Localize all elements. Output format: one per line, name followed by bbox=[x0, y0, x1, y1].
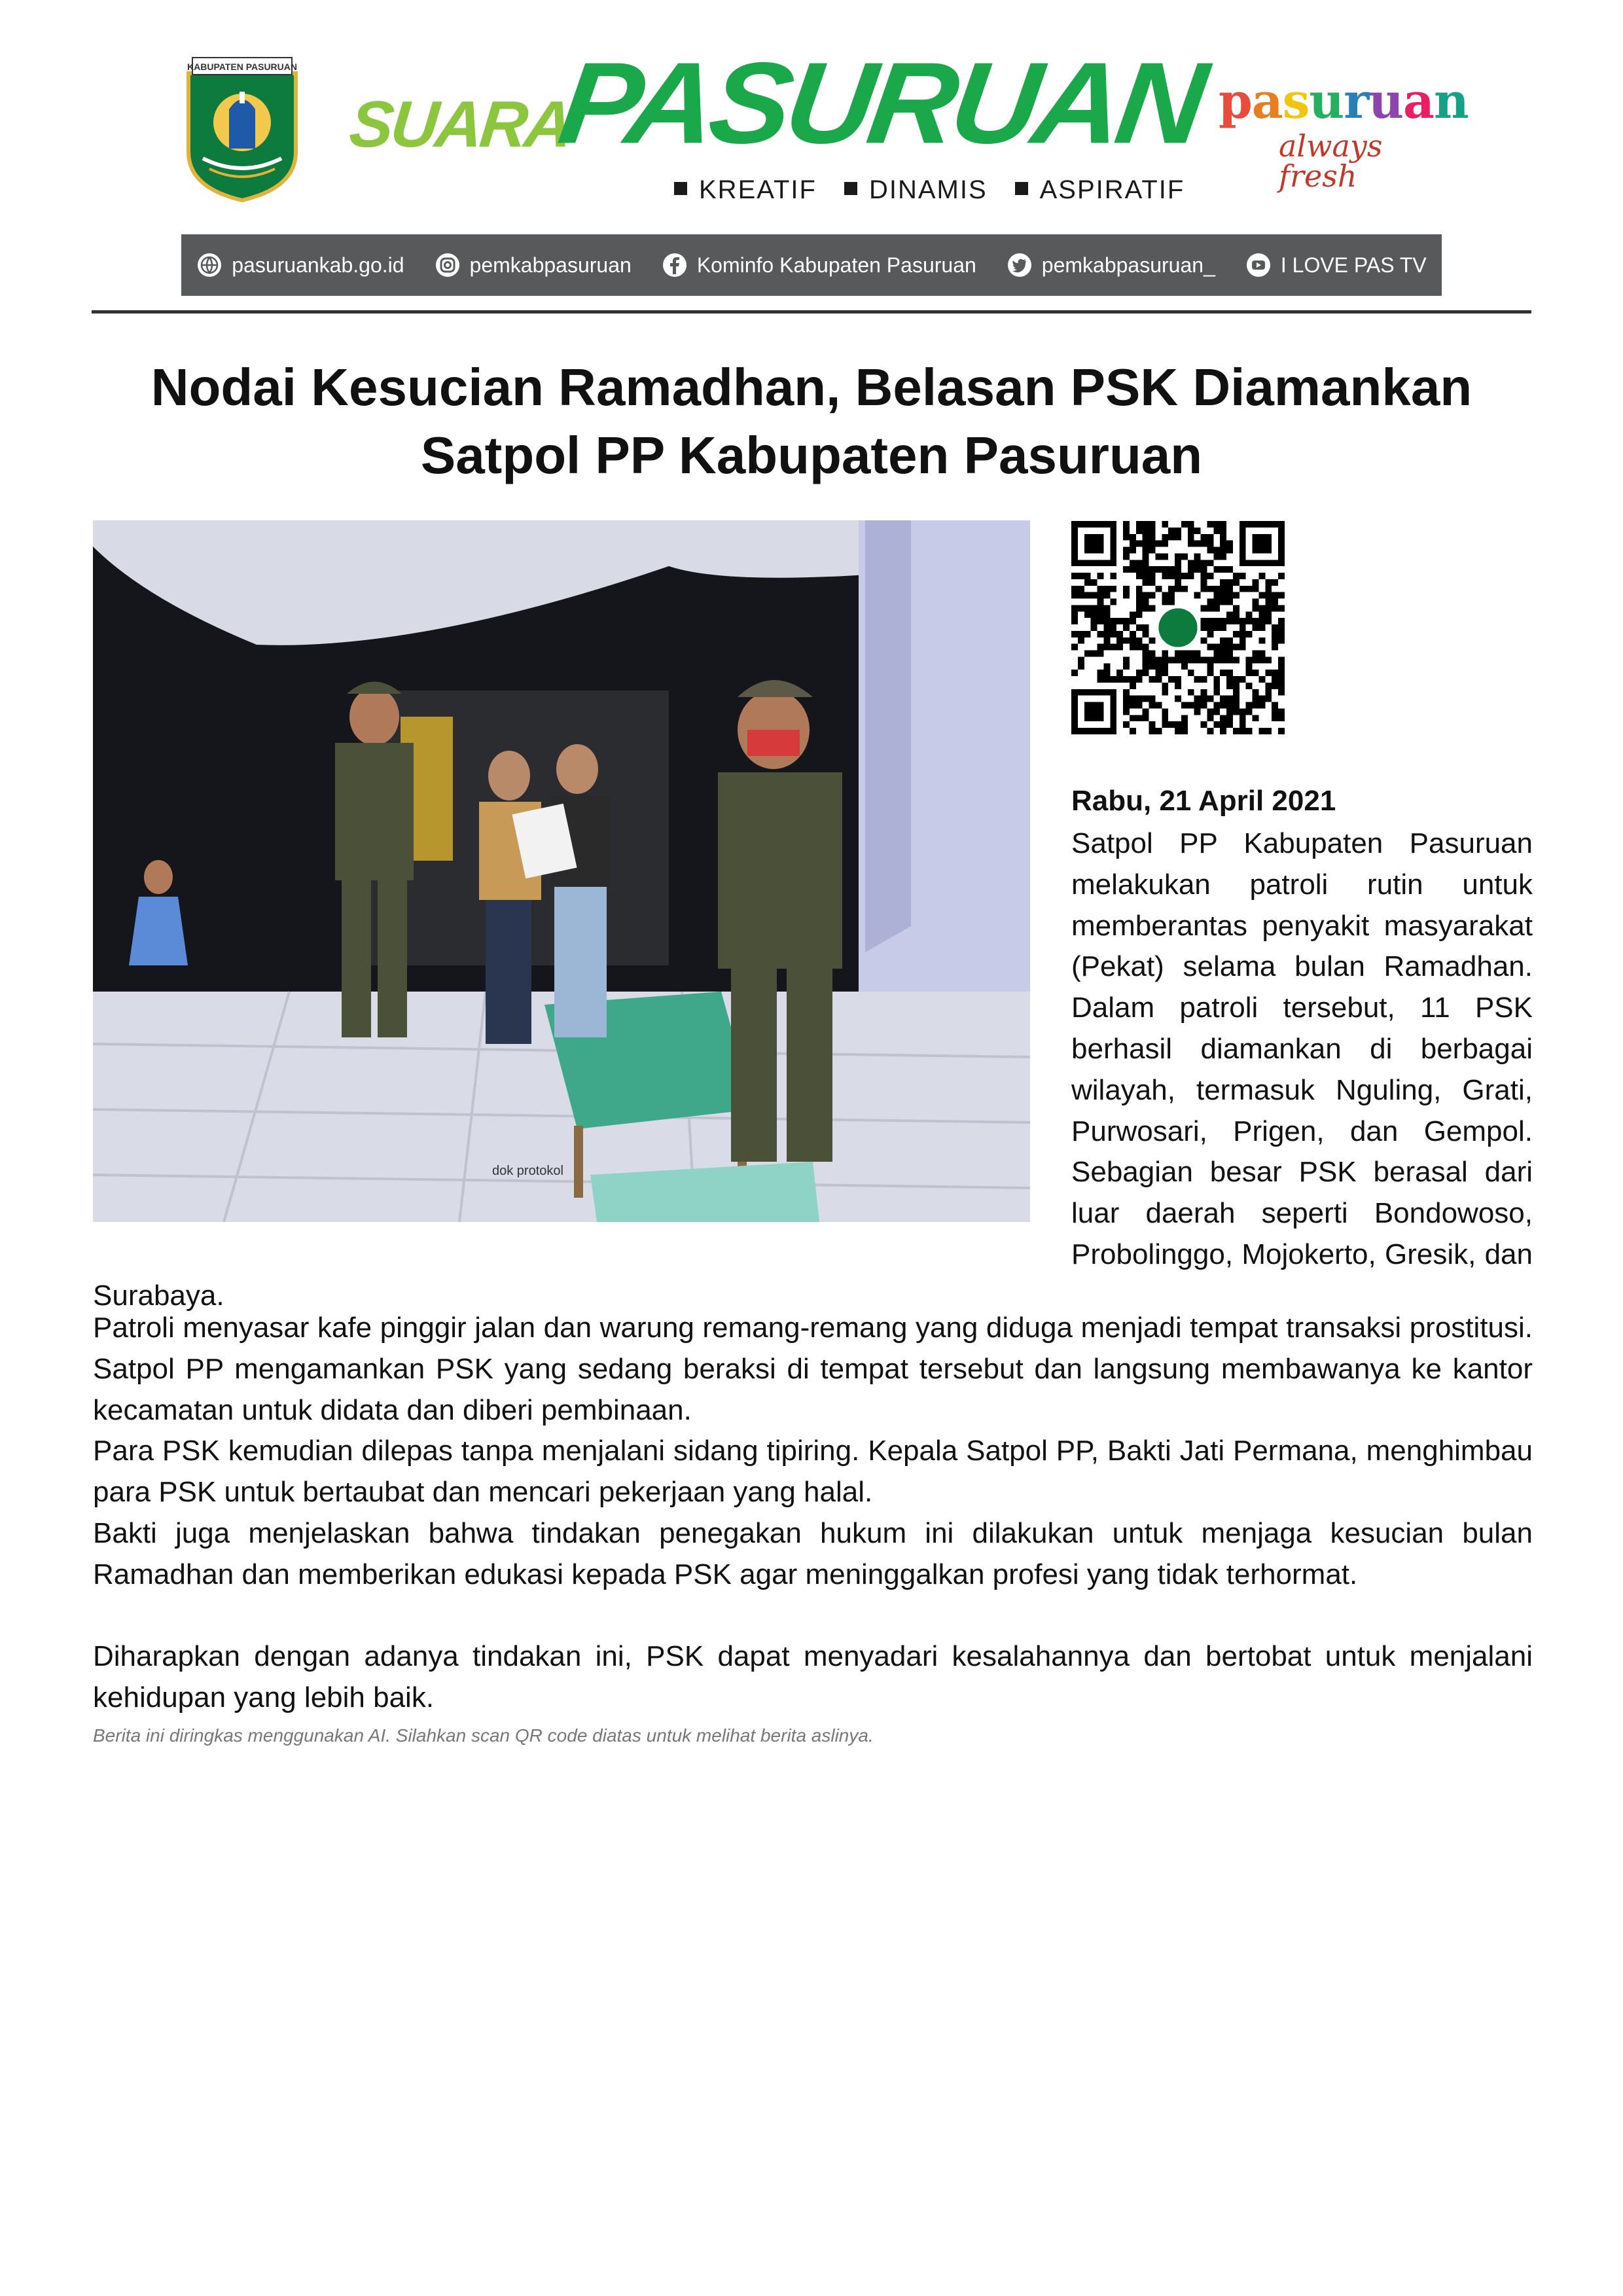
tagline-item: KREATIF bbox=[674, 175, 817, 205]
brand-word bbox=[1219, 73, 1469, 130]
brand-letter: n bbox=[1433, 73, 1469, 130]
article-paragraph-3: Para PSK kemudian dilepas tanpa menjalani sidang tipiring. Kepala Satpol PP, Bakti Jati Permana, menghimbau para PSK untuk bertaubat dan mencari pekerjaan yang halal. bbox=[93, 1435, 1533, 1508]
facebook-icon bbox=[662, 252, 688, 278]
article-paragraph-2: Patroli menyasar kafe pinggir jalan dan warung remang-remang yang diduga menjadi tempat transaksi prostitusi. Satpol PP mengamankan PSK yang sedang beraksi di tempat tersebut dan langsung membawanya ke kantor kecamatan untuk didata dan diberi pembinaan. bbox=[93, 1312, 1533, 1426]
kabupaten-pasuruan-crest-icon bbox=[183, 54, 301, 203]
ai-summary-note: Berita ini diringkas menggunakan AI. Silahkan scan QR code diatas untuk melihat berita aslinya. bbox=[93, 1725, 874, 1746]
qr-code-icon bbox=[1071, 521, 1285, 734]
twitter-icon bbox=[1007, 252, 1033, 278]
social-label: Kominfo Kabupaten Pasuruan bbox=[696, 253, 976, 277]
brand-letter: u bbox=[1309, 73, 1344, 130]
article-paragraph-4: Bakti juga menjelaskan bahwa tindakan penegakan hukum ini dilakukan untuk menjaga kesucian bulan Ramadhan dan memberikan edukasi kepada PSK agar meninggalkan profesi yang tidak terhormat. bbox=[93, 1517, 1533, 1590]
globe-icon bbox=[196, 252, 223, 278]
brand-letter: p bbox=[1219, 73, 1252, 130]
social-label: pasuruankab.go.id bbox=[232, 253, 404, 277]
paragraph-text: Satpol PP Kabupaten Pasuruan melakukan patroli rutin untuk memberantas penyakit masyarakat (Pekat) selama bulan Ramadhan. Dalam patroli tersebut, 11 PSK berhasil diamankan di berbagai wilayah, termasuk Nguling, Grati, Purwosari, Prigen, dan Gempol. Sebagian besar PSK berasal dari luar daerah seperti Bondowoso, Probolinggo, Mojokerto, Gresik, dan Surabaya. bbox=[93, 827, 1533, 1312]
photo-credit: dok protokol bbox=[492, 1164, 563, 1178]
article-paragraph-1 bbox=[93, 823, 1533, 1317]
brand-letter: a bbox=[1403, 73, 1434, 130]
social-label: pemkabpasuruan bbox=[469, 253, 632, 277]
social-twitter[interactable] bbox=[1007, 252, 1215, 278]
tagline-item: DINAMIS bbox=[844, 175, 988, 205]
brand-letter: u bbox=[1368, 73, 1403, 130]
page-title bbox=[92, 353, 1531, 490]
instagram-icon bbox=[435, 252, 461, 278]
pasuruan-always-fresh-logo bbox=[1219, 73, 1469, 194]
brand-letter: a bbox=[1251, 73, 1283, 130]
brand-tagline: always fresh bbox=[1279, 128, 1383, 194]
logo-pasuruan-text: PASURUAN bbox=[552, 39, 1209, 168]
article-date: Rabu, 21 April 2021 bbox=[1071, 785, 1336, 817]
svg-text:KABUPATEN PASURUAN: KABUPATEN PASURUAN bbox=[187, 62, 297, 72]
social-label: pemkabpasuruan_ bbox=[1041, 253, 1215, 277]
social-website[interactable] bbox=[196, 252, 404, 278]
social-youtube[interactable] bbox=[1245, 252, 1427, 278]
logo-suara-text: SUARA bbox=[346, 88, 574, 161]
title-line-1: Nodai Kesucian Ramadhan, Belasan PSK Diamankan bbox=[151, 358, 1472, 416]
social-facebook[interactable] bbox=[662, 252, 976, 278]
title-line-2: Satpol PP Kabupaten Pasuruan bbox=[420, 426, 1203, 484]
social-instagram[interactable] bbox=[435, 252, 632, 278]
header-divider bbox=[92, 310, 1531, 314]
social-label: I LOVE PAS TV bbox=[1280, 253, 1427, 277]
tagline-item: ASPIRATIF bbox=[1015, 175, 1185, 205]
brand-letter: r bbox=[1344, 73, 1369, 130]
article-paragraph-5: Diharapkan dengan adanya tindakan ini, PSK dapat menyadari kesalahannya dan bertobat untuk menjalani kehidupan yang lebih baik. bbox=[93, 1640, 1533, 1713]
social-media-bar bbox=[181, 234, 1442, 296]
tagline bbox=[674, 175, 1185, 205]
brand-letter: s bbox=[1282, 73, 1310, 130]
youtube-icon bbox=[1245, 252, 1272, 278]
